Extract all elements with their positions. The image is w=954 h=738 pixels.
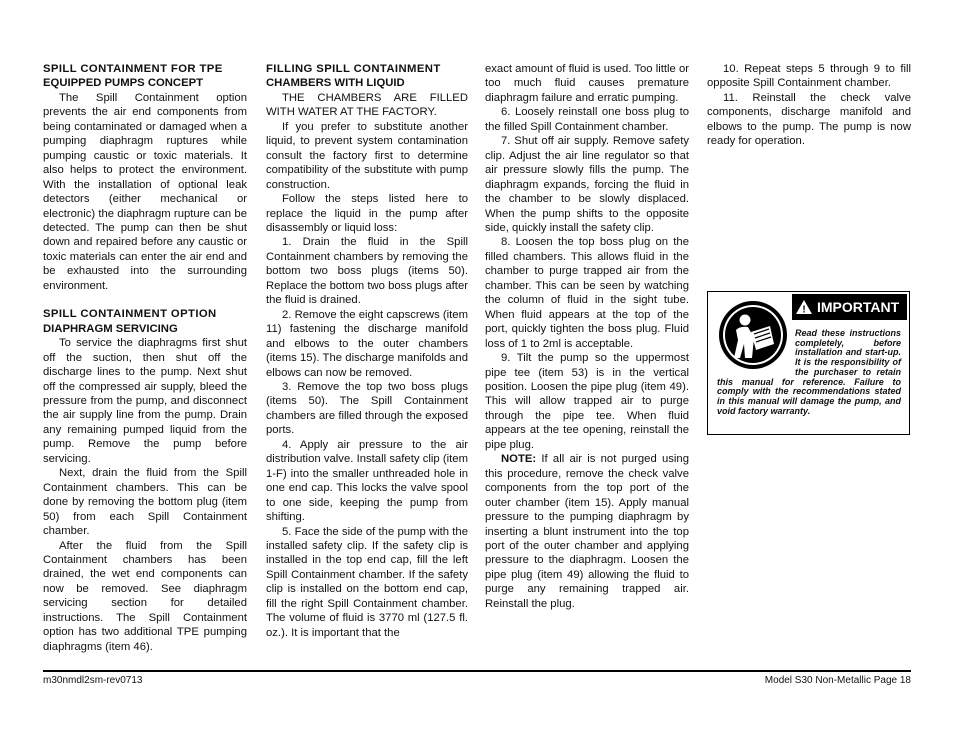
important-banner [792, 294, 907, 320]
paragraph: After the fluid from the Spill Containment chambers has been drained, the wet end components can now be removed. See diaphragm servicing section for detailed instructions. The Spill Containment option has two additional TPE pumping diaphragms (item 46). [43, 539, 247, 653]
important-text-wrap [717, 329, 901, 416]
section-heading: FILLING SPILL CONTAINMENT CHAMBERS WITH LIQUID [266, 63, 441, 90]
paragraph: Follow the steps listed here to replace the liquid in the pump after disassembly or liquid loss: [266, 193, 468, 234]
footer-page-label: Model S30 Non-Metallic Page 18 [764, 675, 911, 686]
section-heading: SPILL CONTAINMENT OPTION DIAPHRAGM SERVICING [43, 308, 217, 335]
paragraph: If you prefer to substitute another liquid, to prevent system contamination consult the factory first to determine compatibility of the substitute with pump construction. [266, 120, 468, 191]
warning-triangle-icon [796, 300, 812, 314]
column-1 [43, 62, 247, 654]
svg-text:!: ! [802, 304, 806, 314]
note-text: If all air is not purged using this procedure, remove the check valve components from the top port of the outer chamber (item 15). Apply manual pressure to the pumping diaphragm by inserting a blunt instrument into the top port of the outer chamber and applying pressure to the diaphragm. Loosen the pipe plug (item 49) allowing the fluid to purge any remaining trapped air. Reinstall the plug. [485, 453, 689, 610]
footer-doc-code: m30nmdl2sm-rev0713 [43, 675, 143, 686]
note-label: NOTE: [501, 453, 537, 466]
step-9: 9. Tilt the pump so the uppermost pipe tee (item 53) is in the vertical position. Loosen the pipe plug (item 49). This will allow trapped air to purge through the pipe tee. When fluid appears at the tee opening, reinstall the pipe plug. [485, 352, 689, 451]
important-label: IMPORTANT [817, 299, 900, 315]
footer-divider [43, 670, 911, 672]
step-5: 5. Face the side of the pump with the installed safety clip. If the safety clip is installed in the top end cap, fill the left Spill Containment chamber. If the safety clip is installed on the bottom end cap, fill the right Spill Containment chamber. The volume of fluid is 3770 ml (127.5 fl. oz.). It is important that the [266, 525, 468, 639]
step-6: 6. Loosely reinstall one boss plug to the filled Spill Containment chamber. [485, 106, 689, 133]
step-3: 3. Remove the top two boss plugs (items 50). The Spill Containment chambers are filled through the exposed ports. [266, 380, 468, 437]
column-2 [266, 62, 468, 640]
step-4: 4. Apply air pressure to the air distribution valve. Install safety clip (item 1-F) into the smaller unthreaded hole in one end cap. This locks the valve spool to one side, keeping the pump from shifting. [266, 438, 468, 524]
column-3 [485, 62, 689, 611]
step-11: 11. Reinstall the check valve components, discharge manifold and elbows to the pump. The pump is now ready for operation. [707, 91, 911, 148]
step-1: 1. Drain the fluid in the Spill Containment chambers by removing the bottom two boss plugs (items 50). Replace the bottom two boss plugs after the fluid is drained. [266, 236, 468, 307]
step-8: 8. Loosen the top boss plug on the filled chambers. This allows fluid in the chamber to purge trapped air from the chamber. This can be seen by watching the column of fluid in the sight tube. When fluid appears at the top of the port, quickly tighten the boss plug. Fluid loss of 1 to 2ml is acceptable. [485, 236, 689, 350]
important-notice-box [707, 291, 910, 435]
section-heading: SPILL CONTAINMENT FOR TPE EQUIPPED PUMPS CONCEPT [43, 63, 223, 90]
important-text: Read these instructions completely, before installation and start-up. It is the responsibility of the purchaser to retain this manual for reference. Failure to comply with the recommendations stated in this manual will damage the pump, and void factory warranty. [717, 328, 901, 416]
step-2: 2. Remove the eight capscrews (item 11) fastening the discharge manifold and elbows to the outer chambers (items 15). The discharge manifolds and elbows can now be removed. [266, 308, 468, 379]
note-paragraph [485, 452, 689, 611]
step-10: 10. Repeat steps 5 through 9 to fill opposite Spill Containment chamber. [707, 63, 911, 90]
step-7: 7. Shut off air supply. Remove safety clip. Adjust the air line regulator so that air pressure slowly fills the pump. The diaphragm expands, forcing the fluid in the chamber to be slowly displaced. When the pump shifts to the opposite side, quickly install the safety clip. [485, 135, 689, 234]
paragraph: The Spill Containment option prevents the air end components from being contaminated or damaged when a pumping diaphragm ruptures while pumping caustic or toxic materials. It also helps to protect the environment. With the installation of optional leak detectors (either mechanical or electronic) the diaphragm rupture can be detected. The pump can then be shut down and repaired before any caustic or toxic materials can enter the air end and be exhausted into the surrounding environment. [43, 91, 247, 292]
column-4 [707, 62, 911, 149]
paragraph: To service the diaphragms first shut off the suction, then shut off the discharge lines to the pump. Next shut off the compressed air supply, bleed the pressure from the pump, and disconnect the air supply line from the pump. Drain any remaining pumped liquid from the pump. Remove the pump before servicing. [43, 337, 247, 465]
paragraph: exact amount of fluid is used. Too little or too much fluid causes premature diaphragm failure and erratic pumping. [485, 63, 689, 104]
paragraph: Next, drain the fluid from the Spill Containment chambers. This can be done by removing the bottom plug (item 50) from each Spill Containment chamber. [43, 467, 247, 538]
paragraph: THE CHAMBERS ARE FILLED WITH WATER AT THE FACTORY. [266, 91, 468, 119]
